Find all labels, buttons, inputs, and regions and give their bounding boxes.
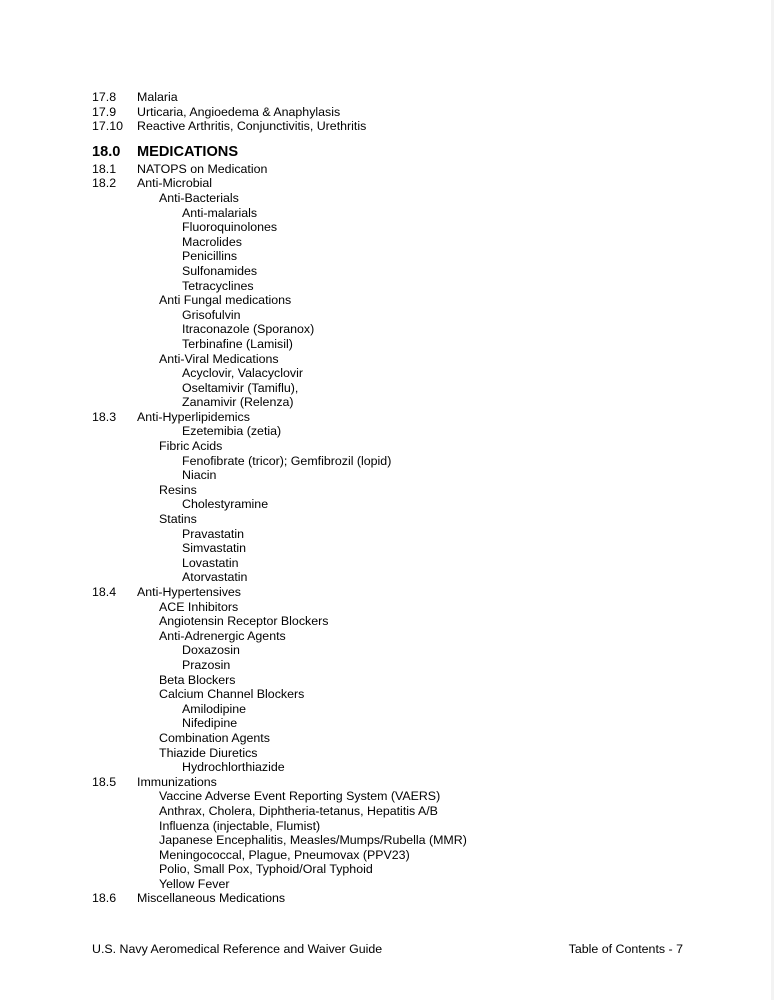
toc-entry xyxy=(0,600,774,615)
toc-section-heading xyxy=(0,143,774,162)
toc-entry xyxy=(0,819,774,834)
toc-entry-title: Angiotensin Receptor Blockers xyxy=(159,614,329,629)
toc-entry xyxy=(0,862,774,877)
toc-entry-title: Calcium Channel Blockers xyxy=(159,687,305,702)
toc-entry xyxy=(0,105,774,120)
toc-entry-title: Pravastatin xyxy=(182,526,244,541)
toc-entry xyxy=(0,789,774,804)
toc-entry-title: MEDICATIONS xyxy=(137,143,239,160)
toc-entry-title: Macrolides xyxy=(182,234,242,249)
toc-entry xyxy=(0,249,774,264)
toc-entry-title: Doxazosin xyxy=(182,643,240,658)
toc-entry-number: 18.6 xyxy=(92,891,117,906)
toc-entry xyxy=(0,381,774,396)
toc-entry xyxy=(0,235,774,250)
toc-entry xyxy=(0,264,774,279)
toc-entry-title: Influenza (injectable, Flumist) xyxy=(159,818,321,833)
toc-entry-title: Immunizations xyxy=(137,774,217,789)
toc-entry xyxy=(0,658,774,673)
toc-entry xyxy=(0,410,774,425)
toc-entry-title: Lovastatin xyxy=(182,555,239,570)
toc-entry xyxy=(0,483,774,498)
toc-entry xyxy=(0,279,774,294)
toc-entry-title: Resins xyxy=(159,482,197,497)
toc-entry xyxy=(0,731,774,746)
toc-entry-number: 17.9 xyxy=(92,104,117,119)
toc-entry xyxy=(0,614,774,629)
toc-entry-title: Prazosin xyxy=(182,657,231,672)
toc-entry-title: Malaria xyxy=(137,90,178,104)
toc-entry xyxy=(0,176,774,191)
toc-entry-number: 18.0 xyxy=(92,143,121,160)
toc-entry-title: Anti Fungal medications xyxy=(159,293,292,308)
toc-entry-number: 18.4 xyxy=(92,585,117,599)
toc-entry-title: Anti-Bacterials xyxy=(159,190,239,205)
toc-entry xyxy=(0,366,774,381)
toc-entry-title: Tetracyclines xyxy=(182,278,254,293)
toc-entry-title: Meningococcal, Plague, Pneumovax (PPV23) xyxy=(159,847,410,862)
toc-entry-title: Yellow Fever xyxy=(159,876,230,891)
toc-entry xyxy=(0,512,774,527)
toc-entry-title: Penicillins xyxy=(182,249,238,264)
toc-entry xyxy=(0,877,774,892)
toc-entry-title: Oseltamivir (Tamiflu), xyxy=(182,380,299,395)
toc-entry-title: Anti-malarials xyxy=(182,205,258,220)
toc-entry-title: Terbinafine (Lamisil) xyxy=(182,336,293,351)
toc-entry-number: 18.2 xyxy=(92,176,117,191)
toc-entry xyxy=(0,702,774,717)
toc-entry-title: Fenofibrate (tricor); Gemfibrozil (lopid) xyxy=(182,453,392,468)
toc-entry-title: Beta Blockers xyxy=(159,672,236,687)
toc-entry xyxy=(0,585,774,600)
toc-entry-title: Simvastatin xyxy=(182,541,247,556)
footer-document-title: U.S. Navy Aeromedical Reference and Waiver Guide xyxy=(92,942,383,956)
toc-entry xyxy=(0,90,774,105)
toc-entry-title: Anti-Microbial xyxy=(137,176,213,191)
toc-entry-title: Reactive Arthritis, Conjunctivitis, Urethritis xyxy=(137,119,367,134)
toc-entry-title: Fluoroquinolones xyxy=(182,220,278,235)
toc-entry-title: Anti-Hyperlipidemics xyxy=(137,409,250,424)
page-footer xyxy=(0,941,774,957)
toc-entry xyxy=(0,424,774,439)
toc-entry xyxy=(0,352,774,367)
toc-entry-number: 18.1 xyxy=(92,161,117,176)
toc-entry xyxy=(0,760,774,775)
toc-entry xyxy=(0,541,774,556)
toc-entry-title: Combination Agents xyxy=(159,730,270,745)
toc-entry xyxy=(0,191,774,206)
toc-entry xyxy=(0,556,774,571)
toc-entry-title: Zanamivir (Relenza) xyxy=(182,395,294,410)
toc-entry-title: Amilodipine xyxy=(182,701,247,716)
toc-entry-title: NATOPS on Medication xyxy=(137,161,268,176)
toc-entry xyxy=(0,848,774,863)
toc-entry xyxy=(0,891,774,906)
toc-entry-title: Sulfonamides xyxy=(182,263,258,278)
toc-entry xyxy=(0,570,774,585)
toc-entry-title: Grisofulvin xyxy=(182,307,241,322)
toc-entry-title: Japanese Encephalitis, Measles/Mumps/Rubella (MMR) xyxy=(159,833,467,848)
toc-entry xyxy=(0,322,774,337)
toc-entry-number: 17.8 xyxy=(92,90,117,104)
toc-entry-title: Urticaria, Angioedema & Anaphylasis xyxy=(137,104,341,119)
table-of-contents xyxy=(0,90,774,906)
toc-entry xyxy=(0,220,774,235)
toc-entry xyxy=(0,337,774,352)
toc-entry-title: Miscellaneous Medications xyxy=(137,891,286,906)
toc-entry xyxy=(0,497,774,512)
toc-entry xyxy=(0,527,774,542)
toc-entry-title: Anthrax, Cholera, Diphtheria-tetanus, Hepatitis A/B xyxy=(159,803,438,818)
toc-entry-number: 18.5 xyxy=(92,774,117,789)
toc-entry xyxy=(0,454,774,469)
toc-entry xyxy=(0,308,774,323)
toc-entry-title: Thiazide Diuretics xyxy=(159,745,258,760)
footer-page-number: Table of Contents - 7 xyxy=(568,942,683,956)
toc-entry xyxy=(0,687,774,702)
toc-entry-title: Statins xyxy=(159,512,197,527)
toc-entry xyxy=(0,439,774,454)
toc-entry-title: Vaccine Adverse Event Reporting System (VAERS) xyxy=(159,789,441,804)
toc-entry-title: Polio, Small Pox, Typhoid/Oral Typhoid xyxy=(159,862,373,877)
toc-entry xyxy=(0,716,774,731)
toc-entry-title: Hydrochlorthiazide xyxy=(182,760,285,775)
toc-entry-title: Itraconazole (Sporanox) xyxy=(182,322,315,337)
toc-entry-number: 18.3 xyxy=(92,409,117,424)
toc-entry-title: Anti-Hypertensives xyxy=(137,585,241,599)
toc-entry xyxy=(0,804,774,819)
toc-entry-title: Niacin xyxy=(182,468,217,483)
toc-entry xyxy=(0,775,774,790)
toc-entry xyxy=(0,162,774,177)
toc-entry-title: Anti-Viral Medications xyxy=(159,351,279,366)
toc-entry xyxy=(0,395,774,410)
toc-entry xyxy=(0,673,774,688)
toc-entry-title: Ezetemibia (zetia) xyxy=(182,424,282,439)
toc-entry-title: Fibric Acids xyxy=(159,439,223,454)
toc-entry-title: Anti-Adrenergic Agents xyxy=(159,628,286,643)
section-spacer xyxy=(0,134,774,143)
toc-entry xyxy=(0,468,774,483)
toc-entry-number: 17.10 xyxy=(92,119,124,134)
toc-entry xyxy=(0,629,774,644)
toc-entry-title: Acyclovir, Valacyclovir xyxy=(182,366,303,381)
toc-entry-title: Atorvastatin xyxy=(182,570,248,585)
toc-entry xyxy=(0,119,774,134)
toc-entry xyxy=(0,833,774,848)
toc-entry-title: Cholestyramine xyxy=(182,497,269,512)
toc-entry-title: Nifedipine xyxy=(182,716,238,731)
toc-entry xyxy=(0,643,774,658)
toc-entry xyxy=(0,206,774,221)
toc-entry xyxy=(0,293,774,308)
toc-entry-title: ACE Inhibitors xyxy=(159,599,239,614)
toc-entry xyxy=(0,746,774,761)
